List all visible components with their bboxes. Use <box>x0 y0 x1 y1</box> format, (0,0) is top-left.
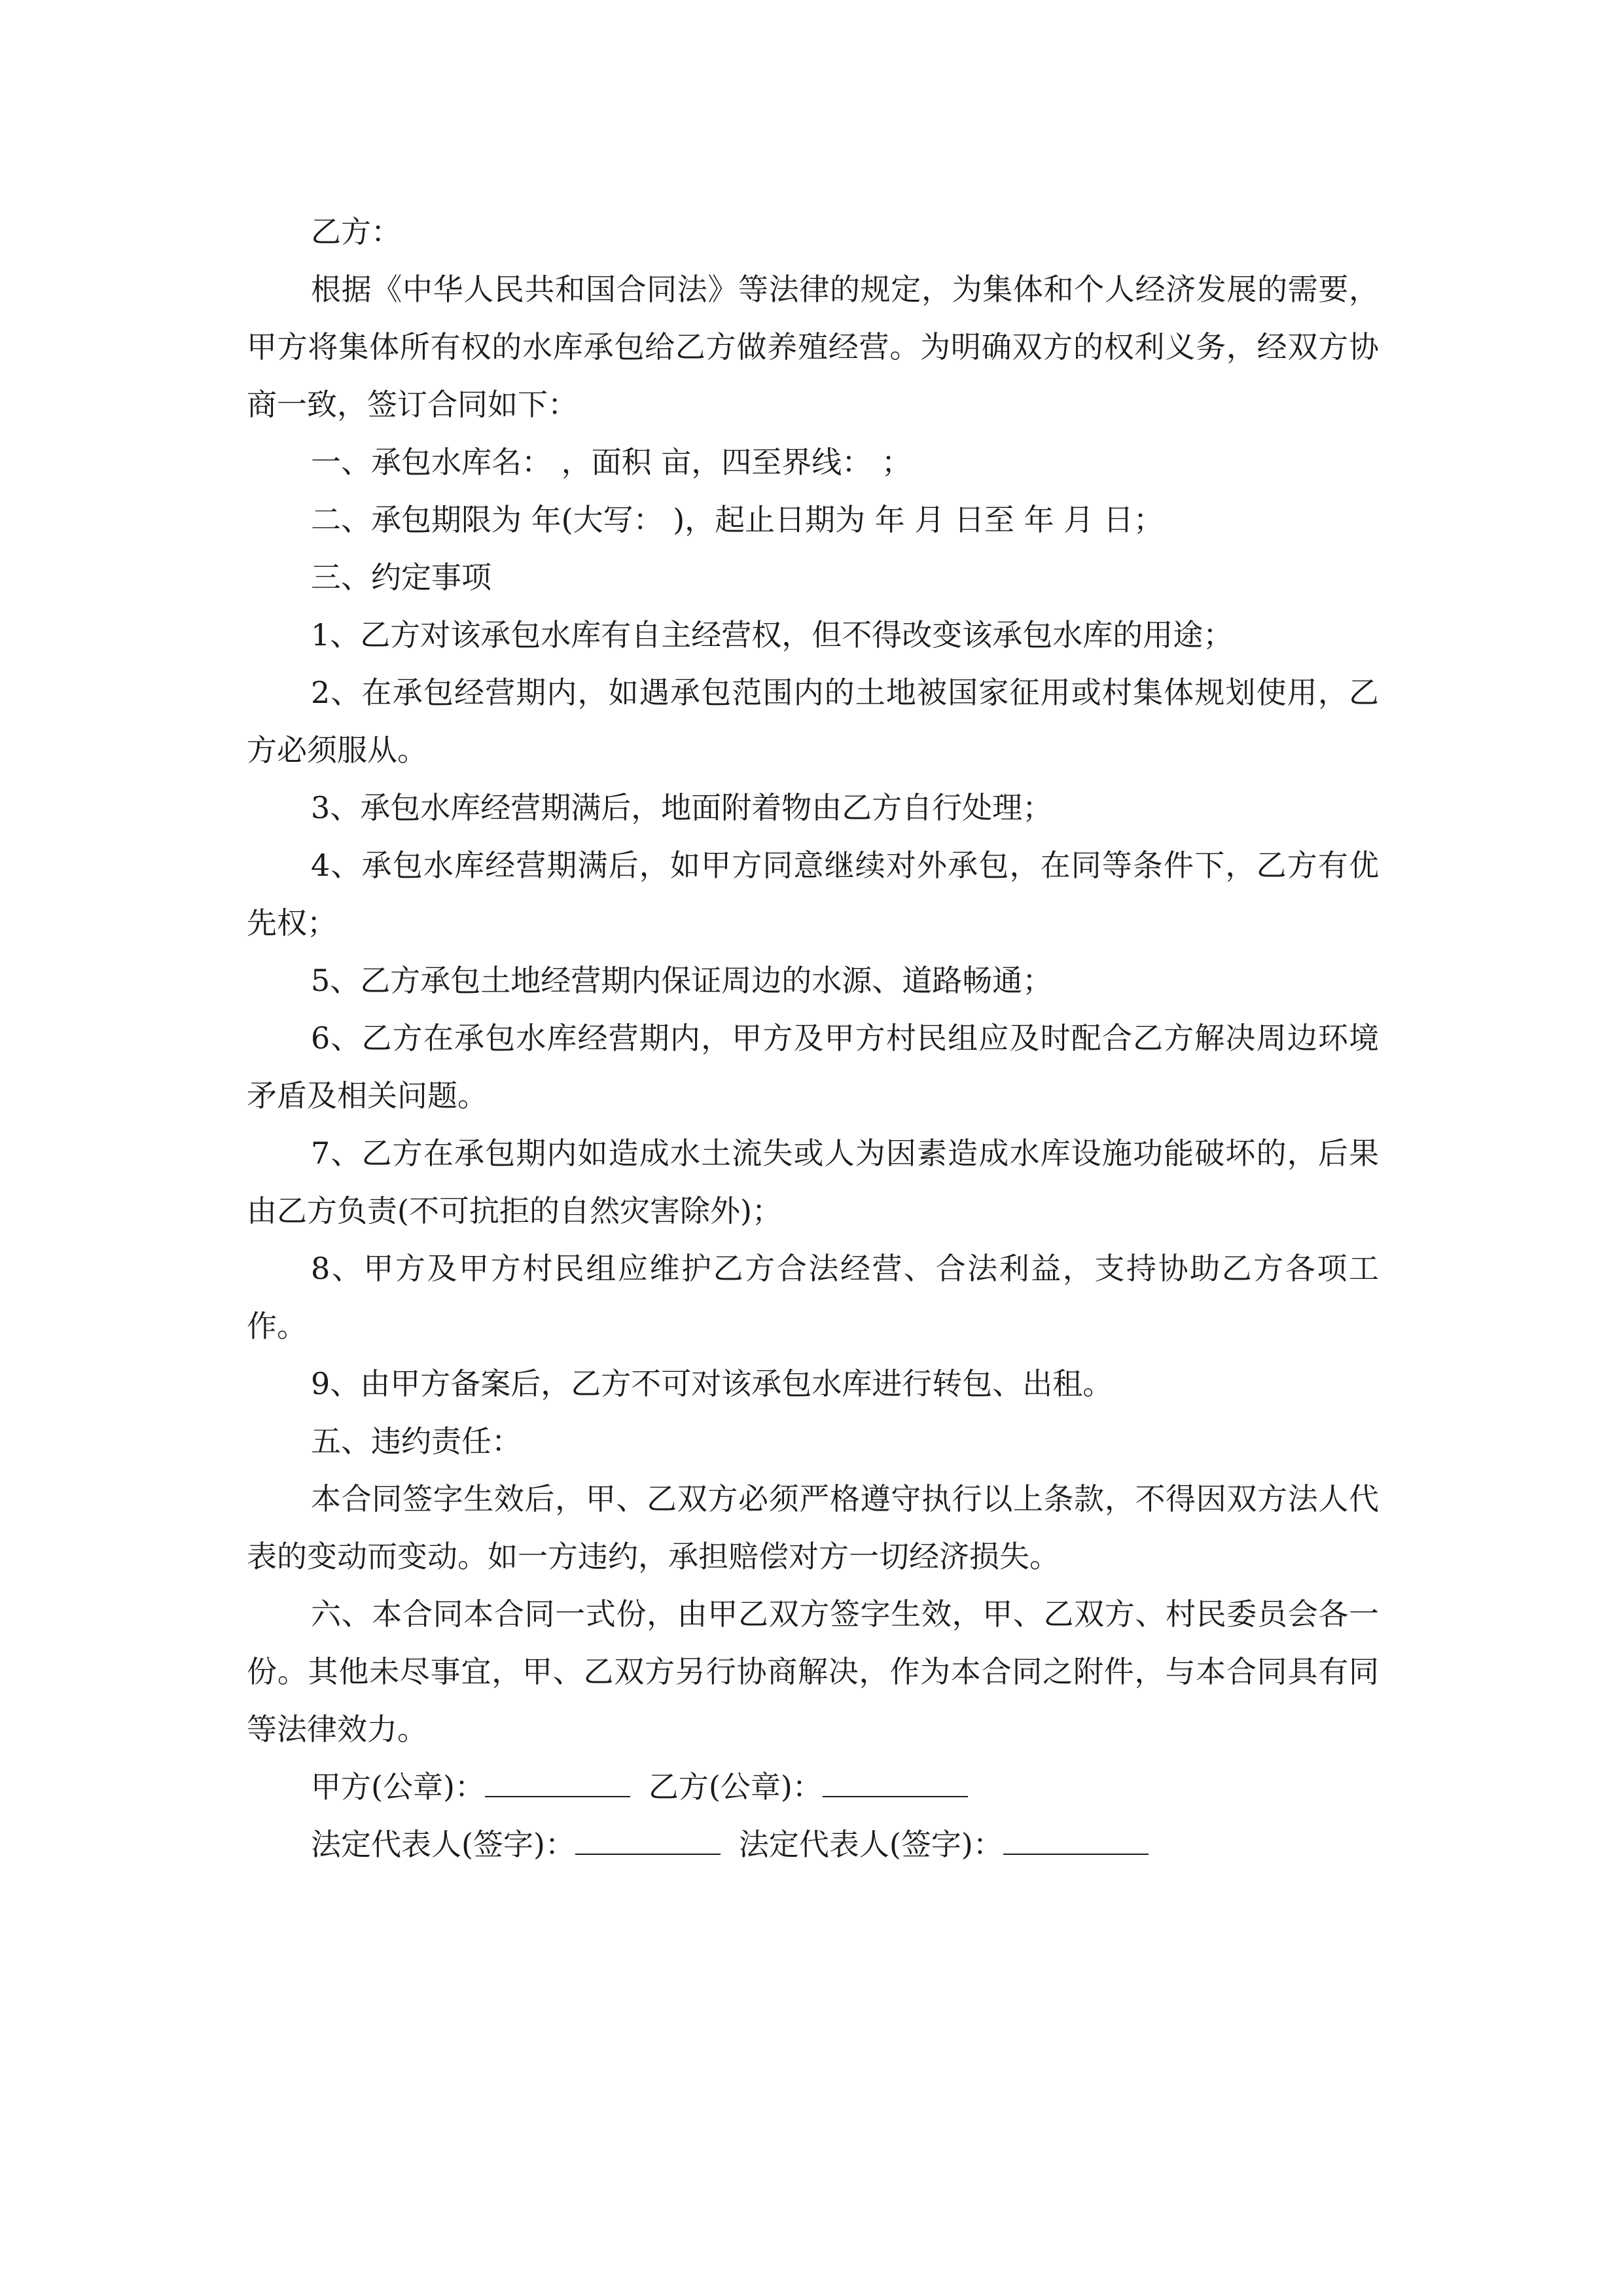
party-b-seal-blank <box>823 1770 968 1797</box>
item-6: 6、乙方在承包水库经营期内，甲方及甲方村民组应及时配合乙方解决周边环境矛盾及相关问题。 <box>247 1020 1379 1113</box>
representative-line <box>247 1816 1379 1873</box>
clause-term: 二、承包期限为 年(大写： )，起止日期为 年 月 日至 年 月 日； <box>311 502 1164 537</box>
item-4: 4、承包水库经营期满后，如甲方同意继续对外承包，在同等条件下，乙方有优先权； <box>247 848 1379 941</box>
party-b-rep-blank <box>1003 1827 1149 1855</box>
contract-body <box>247 203 1379 1873</box>
section-copies: 六、本合同本合同一式份，由甲乙双方签字生效，甲、乙双方、村民委员会各一份。其他未尽事宜，甲、乙双方另行协商解决，作为本合同之附件，与本合同具有同等法律效力。 <box>247 1596 1379 1747</box>
clause-reservoir-name: 一、承包水库名： ，面积 亩，四至界线： ； <box>311 444 912 480</box>
party-b-rep-label: 法定代表人(签字)： <box>738 1827 1003 1862</box>
item-5: 5、乙方承包土地经营期内保证周边的水源、道路畅通； <box>311 963 1053 998</box>
party-a-rep-blank <box>575 1827 721 1855</box>
seal-line <box>247 1758 1379 1816</box>
item-9: 9、由甲方备案后，乙方不可对该承包水库进行转包、出租。 <box>311 1366 1113 1401</box>
party-b-seal-label: 乙方(公章)： <box>648 1769 823 1804</box>
item-8: 8、甲方及甲方村民组应维护乙方合法经营、合法利益，支持协助乙方各项工作。 <box>247 1251 1379 1344</box>
party-a-rep-label: 法定代表人(签字)： <box>311 1827 575 1862</box>
item-2: 2、在承包经营期内，如遇承包范围内的土地被国家征用或村集体规划使用，乙方必须服从。 <box>247 675 1379 768</box>
section-agreed-matters: 三、约定事项 <box>311 560 491 595</box>
item-7: 7、乙方在承包期内如造成水土流失或人为因素造成水库设施功能破坏的，后果由乙方负责(不可抗拒的自然灾害除外)； <box>247 1136 1379 1229</box>
party-a-seal-blank <box>485 1770 630 1797</box>
preamble-paragraph: 根据《中华人民共和国合同法》等法律的规定，为集体和个人经济发展的需要，甲方将集体所有权的水库承包给乙方做养殖经营。为明确双方的权利义务，经双方协商一致，签订合同如下： <box>247 272 1379 422</box>
party-b-label: 乙方： <box>311 214 401 249</box>
party-a-seal-label: 甲方(公章)： <box>311 1769 485 1804</box>
breach-paragraph: 本合同签字生效后，甲、乙双方必须严格遵守执行以上条款，不得因双方法人代表的变动而变动。如一方违约，承担赔偿对方一切经济损失。 <box>247 1481 1379 1574</box>
section-breach-liability: 五、违约责任： <box>311 1424 522 1459</box>
item-3: 3、承包水库经营期满后，地面附着物由乙方自行处理； <box>311 790 1053 825</box>
item-1: 1、乙方对该承包水库有自主经营权，但不得改变该承包水库的用途； <box>311 617 1234 653</box>
